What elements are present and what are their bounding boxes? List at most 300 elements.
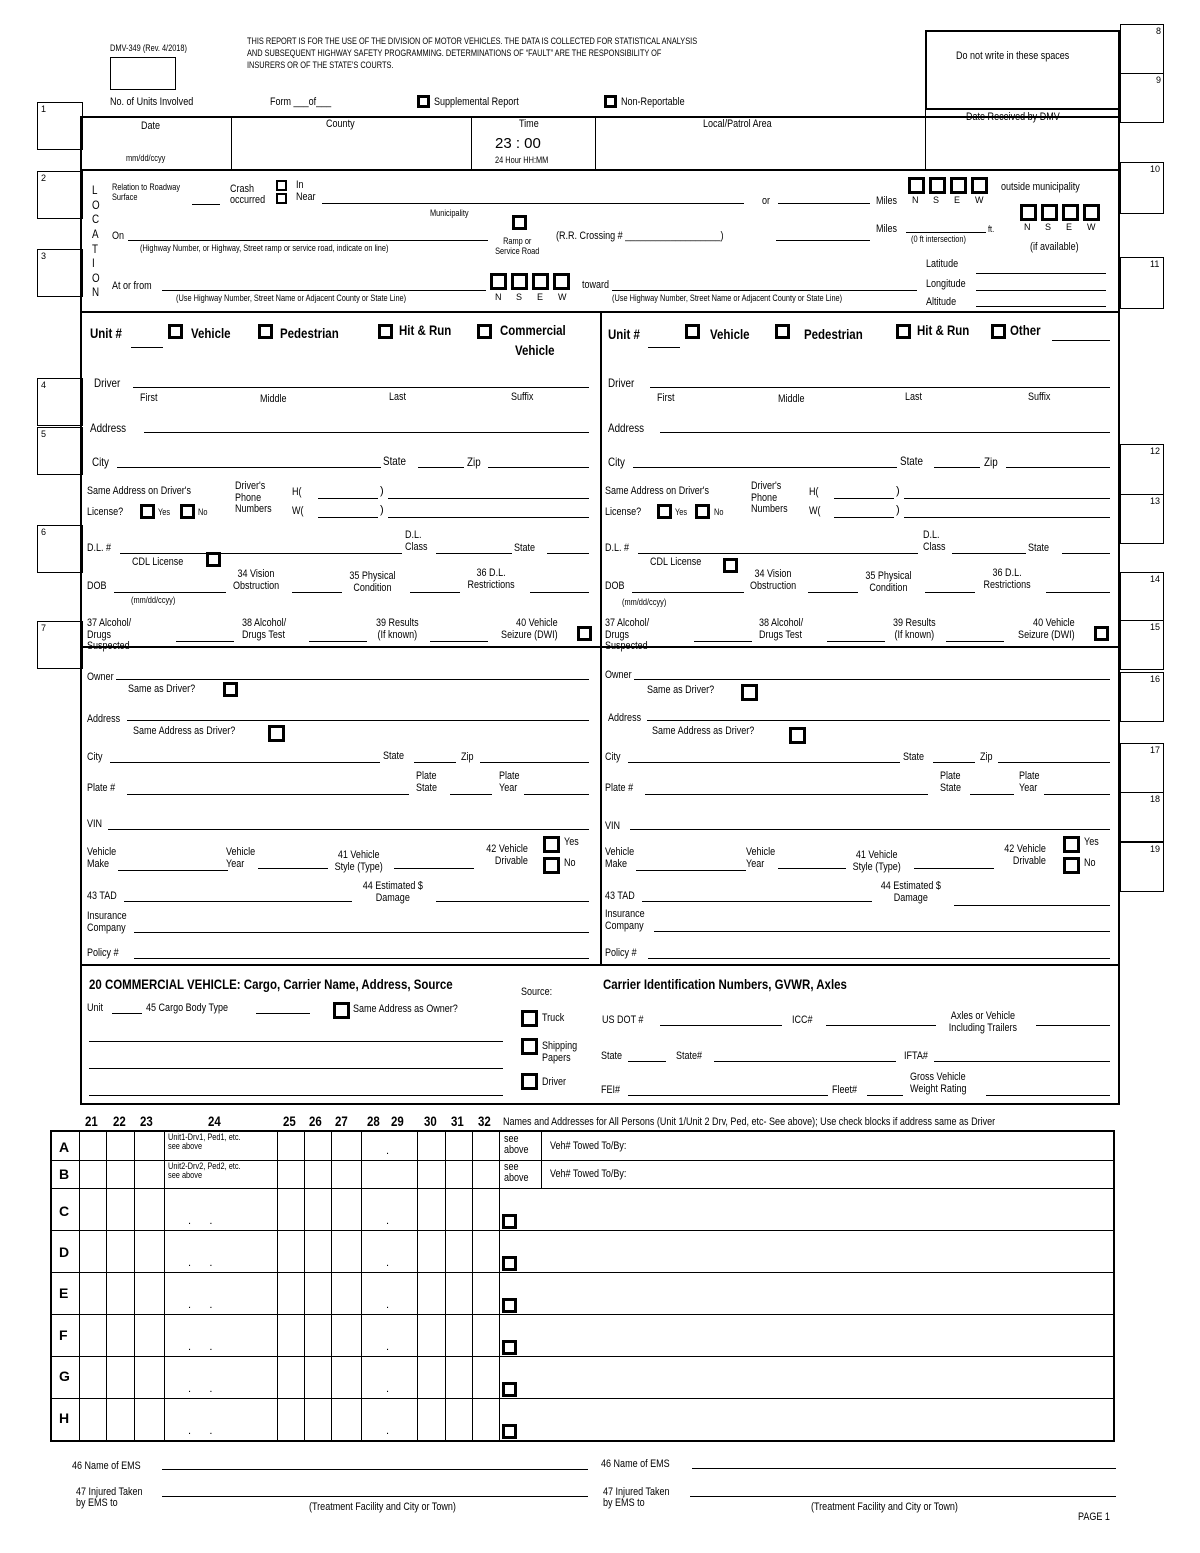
on-line[interactable]	[128, 240, 488, 241]
row-d-same-checkbox[interactable]	[502, 1256, 517, 1271]
if-available-label: (if available)	[1030, 241, 1079, 253]
dir-s-checkbox[interactable]	[929, 177, 946, 194]
near-line[interactable]	[322, 203, 744, 204]
u1-owner-label: Owner	[87, 671, 114, 683]
u1-alcohol-susp-label: 37 Alcohol/ Drugs Suspected	[87, 617, 132, 653]
u2-state-line[interactable]	[934, 467, 980, 468]
u1-year-line[interactable]	[258, 868, 328, 869]
u1-driver-line[interactable]	[133, 387, 589, 388]
u2-driver-line[interactable]	[650, 387, 1110, 388]
ems-taken-2-label: 47 Injured Taken by EMS to	[603, 1486, 670, 1509]
u2-same-addr-driver-checkbox[interactable]	[789, 727, 806, 744]
dir-n-checkbox[interactable]	[908, 177, 925, 194]
col-divider-m	[541, 1130, 542, 1188]
u2-owner-address-label: Address	[608, 712, 642, 724]
col-divider-l	[499, 1130, 500, 1442]
time-area-divider	[595, 116, 596, 169]
u1-dl-line[interactable]	[120, 553, 402, 554]
ramp-checkbox[interactable]	[512, 215, 527, 230]
row-b-towed: Veh# Towed To/By:	[550, 1168, 627, 1180]
u2-damage-label: 44 Estimated $ Damage	[880, 880, 941, 905]
carrier-line-1[interactable]	[89, 1041, 503, 1042]
ft-line[interactable]	[906, 232, 986, 233]
form-id: DMV-349 (Rev. 4/2018)	[110, 43, 187, 53]
miles2-label: Miles	[876, 223, 898, 235]
u2-vision-line[interactable]	[808, 592, 858, 593]
state-line[interactable]	[628, 1061, 666, 1062]
crash-near-checkbox[interactable]	[276, 193, 287, 204]
u1-alcohol-test-line[interactable]	[309, 641, 367, 642]
u1-pedestrian-checkbox[interactable]	[258, 324, 273, 339]
area-received-divider	[925, 110, 926, 169]
u2-phone-w-close: )	[896, 504, 900, 516]
u2-license-yes-checkbox[interactable]	[657, 504, 672, 519]
u1-address-line[interactable]	[144, 432, 589, 433]
dir2-s-label: S	[1045, 222, 1052, 232]
u1-insurance-label: Insurance Company	[87, 910, 127, 934]
ems-taken-1-line[interactable]	[162, 1496, 588, 1497]
u2-owner-address-line[interactable]	[647, 720, 1110, 721]
axles-line[interactable]	[1036, 1025, 1110, 1026]
u1-vin-label: VIN	[87, 818, 103, 830]
u1-dob-line[interactable]	[114, 592, 226, 593]
carrier-line-2[interactable]	[89, 1068, 503, 1069]
u2-results-label: 39 Results (If known)	[893, 617, 936, 641]
crash-near-label: Near	[296, 191, 316, 203]
u2-same-driver-checkbox[interactable]	[741, 684, 758, 701]
col-21-header: 21	[85, 1113, 98, 1129]
row-g-same-checkbox[interactable]	[502, 1382, 517, 1397]
u2-alcohol-susp-line[interactable]	[694, 641, 752, 642]
u1-style-line[interactable]	[394, 868, 474, 869]
col-22-header: 22	[113, 1113, 126, 1129]
u2-driver-label: Driver	[608, 376, 635, 390]
office-use-box	[925, 30, 1120, 110]
row-divider-fg	[50, 1356, 1115, 1357]
supplemental-checkbox[interactable]	[417, 95, 430, 108]
u1-phone-w-close: )	[380, 504, 384, 516]
source-driver-checkbox[interactable]	[521, 1073, 538, 1090]
u2-alcohol-susp-label: 37 Alcohol/ Drugs Suspected	[605, 617, 650, 653]
location-letter-l: L	[92, 183, 98, 197]
u1-unit-label: Unit #	[90, 325, 122, 341]
source-shipping-label: Shipping Papers	[542, 1040, 578, 1064]
col-26-header: 26	[309, 1113, 322, 1129]
cargo-line[interactable]	[256, 1013, 310, 1014]
u2-dl-line[interactable]	[638, 553, 918, 554]
u1-make-label: Vehicle Make	[87, 846, 117, 870]
u2-pedestrian-checkbox[interactable]	[775, 324, 790, 339]
notice-line-3: INSURERS OR OF THE STATE'S COURTS.	[247, 60, 394, 71]
u1-plate-year-label: Plate Year	[499, 770, 520, 794]
u2-dob-line[interactable]	[632, 592, 744, 593]
u1-phone-w-line[interactable]	[388, 517, 589, 518]
u1-dl-class-line[interactable]	[436, 553, 512, 554]
u2-same-address-label: Same Address on Driver's	[605, 485, 709, 497]
u1-license-no-label: No	[198, 507, 208, 517]
same-owner-label: Same Address as Owner?	[353, 1003, 458, 1015]
u1-phone-h-area[interactable]	[318, 498, 378, 499]
u1-zip-line[interactable]	[488, 467, 589, 468]
u1-cdl-label: CDL License	[132, 556, 184, 568]
ems-name-2-label: 46 Name of EMS	[601, 1458, 670, 1470]
do-not-write-label: Do not write in these spaces	[956, 50, 1070, 62]
dir3-w-checkbox[interactable]	[553, 273, 570, 290]
longitude-line[interactable]	[976, 290, 1106, 291]
row-e-same-checkbox[interactable]	[502, 1298, 517, 1313]
u1-alcohol-susp-line[interactable]	[176, 641, 234, 642]
u2-zip-line[interactable]	[1006, 467, 1110, 468]
u2-dl-state-line[interactable]	[1062, 553, 1110, 554]
u2-unit-label: Unit #	[608, 326, 640, 342]
u2-last-label: Last	[905, 391, 923, 403]
ifta-label: IFTA#	[904, 1050, 928, 1062]
u2-plate-line[interactable]	[645, 794, 928, 795]
u1-vehicle-checkbox[interactable]	[168, 324, 183, 339]
u2-hitrun-checkbox[interactable]	[896, 324, 911, 339]
dir3-e-checkbox[interactable]	[532, 273, 549, 290]
or-line[interactable]	[778, 203, 870, 204]
u2-owner-city-line[interactable]	[628, 762, 900, 763]
u2-other-line[interactable]	[1052, 340, 1110, 341]
usdot-label: US DOT #	[602, 1014, 644, 1026]
u2-tad-line[interactable]	[642, 901, 872, 902]
form-of-label: Form ___of___	[270, 96, 332, 108]
u1-cdl-checkbox[interactable]	[206, 552, 221, 567]
u2-year-line[interactable]	[778, 868, 846, 869]
u1-dl-class-label: D.L. Class	[405, 529, 428, 553]
margin-tab-7-number: 7	[41, 623, 47, 633]
u1-restrictions-line[interactable]	[530, 592, 589, 593]
dir2-e-checkbox[interactable]	[1062, 204, 1079, 221]
u1-hitrun-checkbox[interactable]	[378, 324, 393, 339]
dir2-n-checkbox[interactable]	[1020, 204, 1037, 221]
u1-plate-line[interactable]	[127, 794, 409, 795]
county-time-divider	[471, 116, 472, 169]
ems-name-1-label: 46 Name of EMS	[72, 1460, 141, 1472]
outside-municipality-label: outside municipality	[1001, 181, 1080, 193]
u1-commercial-checkbox[interactable]	[477, 324, 492, 339]
u2-style-line[interactable]	[914, 868, 994, 869]
longitude-label: Longitude	[926, 278, 966, 290]
frame-left-border	[80, 116, 82, 1104]
u1-same-addr-driver-checkbox[interactable]	[268, 725, 285, 742]
office-tab-19-number: 19	[1150, 844, 1161, 854]
dir-e-checkbox[interactable]	[950, 177, 967, 194]
u1-commercial-label: Commercial	[500, 322, 566, 338]
location-letter-c: C	[92, 212, 100, 227]
u2-restrictions-line[interactable]	[1046, 592, 1110, 593]
row-b-label: B	[59, 1166, 70, 1182]
date-label: Date	[141, 120, 161, 132]
location-letter-o: O	[92, 197, 100, 212]
dir-n-label: N	[912, 195, 919, 205]
u1-policy-label: Policy #	[87, 947, 119, 959]
u2-dl-class-line[interactable]	[952, 553, 1026, 554]
u2-owner-zip-line[interactable]	[998, 762, 1110, 763]
u2-owner-line[interactable]	[634, 679, 1110, 680]
dir2-w-checkbox[interactable]	[1083, 204, 1100, 221]
u2-dob-format: (mm/dd/ccyy)	[622, 597, 667, 607]
row-g-label: G	[59, 1368, 70, 1384]
ems-taken-2-line[interactable]	[690, 1496, 1116, 1497]
altitude-line[interactable]	[976, 306, 1106, 307]
u2-license-no-checkbox[interactable]	[695, 504, 710, 519]
col-divider-c	[134, 1130, 135, 1442]
u1-owner-state-line[interactable]	[414, 762, 456, 763]
location-letter-o2: O	[92, 270, 100, 285]
time-label: Time	[519, 118, 539, 130]
u1-owner-zip-label: Zip	[461, 751, 474, 763]
u1-plate-state-line[interactable]	[450, 794, 492, 795]
dir-w-checkbox[interactable]	[971, 177, 988, 194]
u2-phone-h-close: )	[896, 485, 900, 497]
u2-style-label: 41 Vehicle Style (Type)	[852, 849, 901, 873]
u2-owner-zip-label: Zip	[980, 751, 993, 763]
ramp-label: Ramp or Service Road	[495, 236, 540, 256]
u2-policy-line[interactable]	[648, 958, 1110, 959]
u2-phone-w-area[interactable]	[834, 517, 894, 518]
report-notice	[247, 35, 697, 71]
dir2-s-checkbox[interactable]	[1041, 204, 1058, 221]
fei-line[interactable]	[628, 1095, 828, 1096]
dir3-n-checkbox[interactable]	[490, 273, 507, 290]
u1-phone-w-label: W(	[292, 505, 304, 517]
u2-seizure-checkbox[interactable]	[1094, 626, 1109, 641]
u1-insurance-line[interactable]	[134, 932, 589, 933]
latitude-label: Latitude	[926, 258, 959, 270]
ems-name-1-line[interactable]	[162, 1469, 588, 1470]
u1-plate-year-line[interactable]	[524, 794, 589, 795]
location-letters	[92, 183, 100, 300]
fei-label: FEI#	[601, 1084, 621, 1096]
commercial-unit-line[interactable]	[112, 1013, 142, 1014]
u1-phone-h-line[interactable]	[388, 498, 589, 499]
u2-vin-label: VIN	[605, 820, 621, 832]
u2-middle-label: Middle	[778, 393, 805, 405]
non-reportable-checkbox[interactable]	[604, 95, 617, 108]
row-f-col24-ticks: . .	[188, 1341, 213, 1353]
u1-vision-line[interactable]	[292, 592, 342, 593]
gvwr-line[interactable]	[986, 1095, 1110, 1096]
u2-physical-line[interactable]	[925, 592, 975, 593]
state-label: State	[601, 1050, 623, 1062]
office-tab-15-number: 15	[1150, 622, 1161, 632]
u2-drivable-label: 42 Vehicle Drivable	[1004, 843, 1046, 867]
u1-restrictions-label: 36 D.L. Restrictions	[467, 567, 515, 591]
u2-plate-state-line[interactable]	[970, 794, 1014, 795]
row-divider-cd	[50, 1230, 1115, 1231]
u1-same-driver-checkbox[interactable]	[223, 682, 238, 697]
u2-address-label: Address	[608, 421, 645, 435]
col-divider-a	[79, 1130, 80, 1442]
u1-license-yes-checkbox[interactable]	[140, 504, 155, 519]
u2-cdl-checkbox[interactable]	[723, 558, 738, 573]
row-a-towed: Veh# Towed To/By:	[550, 1140, 627, 1152]
dir3-s-checkbox[interactable]	[511, 273, 528, 290]
u1-make-line[interactable]	[118, 870, 228, 871]
u1-owner-city-line[interactable]	[110, 762, 380, 763]
commercial-bottom-rule	[80, 1103, 1120, 1105]
ft-label: ft.	[988, 224, 995, 234]
source-truck-checkbox[interactable]	[521, 1010, 538, 1027]
u2-unit-line[interactable]	[648, 347, 680, 348]
dir3-s-label: S	[516, 292, 523, 302]
u1-drivable-no-checkbox[interactable]	[543, 857, 560, 874]
row-divider-bc	[50, 1188, 1115, 1189]
rr-crossing-label: (R.R. Crossing # ___________________)	[556, 230, 724, 242]
row-e-col28-tick: .	[386, 1299, 390, 1311]
row-a-label: A	[59, 1139, 70, 1155]
toward-line[interactable]	[612, 290, 917, 291]
usdot-line[interactable]	[660, 1025, 782, 1026]
office-tab-14-number: 14	[1150, 574, 1161, 584]
latitude-line[interactable]	[976, 273, 1106, 274]
u1-seizure-checkbox[interactable]	[577, 626, 592, 641]
u1-seizure-label: 40 Vehicle Seizure (DWI)	[501, 617, 558, 641]
u2-phone-w-label: W(	[809, 505, 821, 517]
u2-results-line[interactable]	[946, 641, 1004, 642]
notice-line-2: AND SUBSEQUENT HIGHWAY SAFETY PROGRAMMING. DETERMINATIONS OF “FAULT” ARE THE RESPONSIBILITY OF	[247, 48, 662, 59]
ems-facility-2-hint: (Treatment Facility and City or Town)	[811, 1501, 958, 1513]
datebar-top-rule	[80, 116, 1120, 118]
u2-other-checkbox[interactable]	[991, 324, 1006, 339]
relation-line[interactable]	[192, 204, 220, 205]
office-tab-18-number: 18	[1150, 794, 1161, 804]
u2-make-line[interactable]	[636, 870, 746, 871]
u2-policy-label: Policy #	[605, 947, 637, 959]
margin-tab-6-number: 6	[41, 527, 47, 537]
location-letter-t: T	[92, 241, 99, 256]
u1-dl-state-line[interactable]	[547, 553, 589, 554]
u1-owner-line[interactable]	[116, 679, 589, 680]
u1-hitrun-label: Hit & Run	[399, 322, 452, 338]
dir3-n-label: N	[495, 292, 502, 302]
u1-tad-label: 43 TAD	[87, 890, 117, 902]
col-divider-e	[277, 1130, 278, 1442]
u1-drivable-label: 42 Vehicle Drivable	[486, 843, 528, 867]
u2-pedestrian-label: Pedestrian	[804, 326, 863, 342]
u1-owner-address-label: Address	[87, 713, 121, 725]
u1-same-address-label: Same Address on Driver's	[87, 485, 191, 497]
u2-vin-line[interactable]	[630, 829, 1110, 830]
u1-city-label: City	[92, 455, 109, 469]
u1-state-line[interactable]	[418, 467, 464, 468]
u1-tad-line[interactable]	[124, 901, 352, 902]
units-involved-box[interactable]	[110, 57, 176, 90]
office-tab-12-number: 12	[1150, 446, 1161, 456]
ems-name-2-line[interactable]	[692, 1468, 1116, 1469]
col-divider-d	[164, 1130, 165, 1442]
icc-line[interactable]	[826, 1025, 936, 1026]
row-h-same-checkbox[interactable]	[502, 1424, 517, 1439]
row-c-col28-tick: .	[386, 1215, 390, 1227]
col-divider-g	[331, 1130, 332, 1442]
u1-license-no-checkbox[interactable]	[180, 504, 195, 519]
u1-owner-city-label: City	[87, 751, 103, 763]
u1-physical-label: 35 Physical Condition	[349, 570, 396, 594]
u1-physical-line[interactable]	[410, 592, 460, 593]
u1-address-label: Address	[90, 421, 127, 435]
u2-dob-label: DOB	[605, 580, 625, 592]
u2-vehicle-checkbox[interactable]	[685, 324, 700, 339]
dir2-n-label: N	[1024, 222, 1031, 232]
u1-drivable-yes-checkbox[interactable]	[543, 836, 560, 853]
same-owner-checkbox[interactable]	[333, 1002, 350, 1019]
u2-alcohol-test-line[interactable]	[827, 641, 885, 642]
u2-other-label: Other	[1010, 322, 1041, 338]
u1-damage-line[interactable]	[436, 901, 589, 902]
time-value[interactable]: 23 : 00	[495, 135, 541, 152]
row-h-col28-tick: .	[386, 1425, 390, 1437]
u2-city-line[interactable]	[633, 467, 897, 468]
u2-address-line[interactable]	[660, 432, 1110, 433]
margin-tab-1-number: 1	[41, 104, 47, 114]
u1-vin-line[interactable]	[108, 829, 589, 830]
row-d-label: D	[59, 1244, 70, 1260]
row-g-col28-tick: .	[386, 1383, 390, 1395]
u1-plate-label: Plate #	[87, 782, 116, 794]
rr-miles-line[interactable]	[776, 240, 870, 241]
u1-city-line[interactable]	[117, 467, 381, 468]
source-shipping-checkbox[interactable]	[521, 1038, 538, 1055]
page-number: PAGE 1	[1078, 1511, 1110, 1523]
row-d-col24-ticks: . .	[188, 1257, 213, 1269]
unit-divider	[600, 311, 602, 964]
at-or-from-label: At or from	[112, 280, 152, 292]
u1-drivable-no-label: No	[564, 857, 576, 869]
crash-in-checkbox[interactable]	[276, 180, 287, 191]
toward-label: toward	[582, 279, 610, 291]
u2-phone-h-area[interactable]	[834, 498, 894, 499]
miles-label: Miles	[876, 195, 898, 207]
u1-unit-line[interactable]	[131, 347, 163, 348]
at-or-from-line[interactable]	[162, 290, 486, 291]
row-c-same-checkbox[interactable]	[502, 1214, 517, 1229]
fleet-line[interactable]	[867, 1095, 903, 1096]
office-tab-9-number: 9	[1156, 75, 1162, 85]
u2-insurance-line[interactable]	[654, 931, 1110, 932]
carrier-line-3[interactable]	[89, 1095, 503, 1096]
row-b-see-above: see above	[504, 1161, 529, 1184]
row-e-col24-ticks: . .	[188, 1299, 213, 1311]
carrier-id-title: Carrier Identification Numbers, GVWR, Axles	[603, 976, 847, 992]
u2-owner-state-line[interactable]	[933, 762, 975, 763]
u2-phone-w-line[interactable]	[904, 517, 1110, 518]
u2-drivable-yes-checkbox[interactable]	[1063, 836, 1080, 853]
location-letter-i: I	[92, 256, 95, 271]
u2-drivable-no-checkbox[interactable]	[1063, 857, 1080, 874]
u2-phone-h-line[interactable]	[904, 498, 1110, 499]
u1-owner-address-line[interactable]	[127, 720, 589, 721]
u2-drivable-yes-label: Yes	[1084, 836, 1099, 848]
u1-policy-line[interactable]	[134, 958, 589, 959]
dir2-e-label: E	[1066, 222, 1073, 232]
u1-owner-zip-line[interactable]	[480, 762, 589, 763]
u2-damage-line[interactable]	[954, 905, 1110, 906]
u1-phone-w-area[interactable]	[318, 517, 378, 518]
u1-results-label: 39 Results (If known)	[376, 617, 419, 641]
state-no-line[interactable]	[714, 1061, 896, 1062]
u2-phone-label: Driver's Phone Numbers	[751, 480, 788, 516]
u2-plate-year-line[interactable]	[1044, 794, 1110, 795]
office-tab-17-number: 17	[1150, 745, 1161, 755]
u2-make-label: Vehicle Make	[605, 846, 635, 870]
col-29-header: 29	[391, 1113, 404, 1129]
ifta-line[interactable]	[934, 1061, 1110, 1062]
row-f-same-checkbox[interactable]	[502, 1340, 517, 1355]
u1-results-line[interactable]	[430, 641, 488, 642]
